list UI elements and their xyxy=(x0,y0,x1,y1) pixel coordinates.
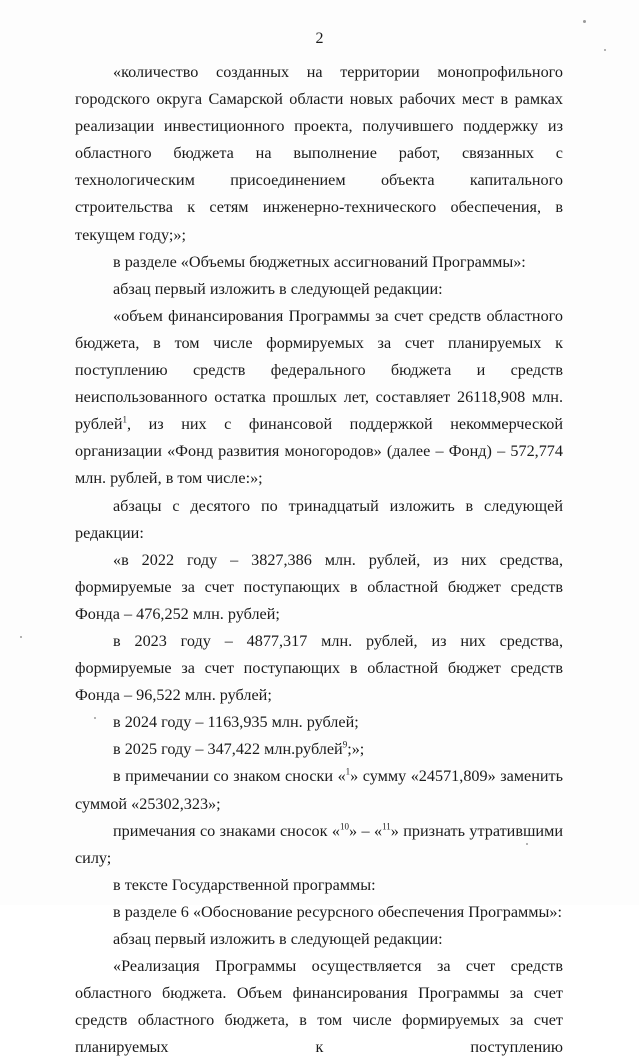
paragraph-year-2024: в 2024 году – 1163,935 млн. рублей; xyxy=(113,713,359,732)
paragraph-section-6: в разделе 6 «Обоснование ресурсного обеспечения Программы»: xyxy=(113,902,562,921)
paragraph-year-2022: «в 2022 году – 3827,386 млн. рублей, из них средства, формируемые за счет поступающих в областной бюджет средств Фонда – 476,252 млн. рублей; xyxy=(75,550,563,623)
footnotes-void-dash: » – « xyxy=(348,821,383,840)
footnote-mark: 1 xyxy=(345,767,351,778)
paragraph-year-2025 xyxy=(75,736,563,763)
paragraph-first-abzac-instruction-2: абзац первый изложить в следующей редакции: xyxy=(113,930,443,948)
scan-speck xyxy=(94,717,96,719)
scan-speck xyxy=(604,49,606,51)
scan-speck xyxy=(20,636,22,638)
document-body xyxy=(75,59,563,1061)
page-number: 2 xyxy=(315,30,324,47)
paragraph-section-budget: в разделе «Объемы бюджетных ассигнований Программы»: xyxy=(113,252,526,271)
paragraph-year-2023: в 2023 году – 4877,317 млн. рублей, из них средства, формируемые за счет поступающих в областной бюджет средств Фонда – 96,522 млн. рублей; xyxy=(75,631,563,705)
footnote-mark: 10 xyxy=(339,821,349,832)
paragraph-footnote-replace xyxy=(75,763,563,817)
footnote-mark: 1 xyxy=(122,414,128,425)
paragraph-abzacs-instruction: абзацы с десятого по тринадцатый изложить в следующей редакции: xyxy=(75,496,563,542)
footnote-replace-text-1: в примечании со знаком сноски « xyxy=(113,767,346,786)
financing-text-part-2: , из них с финансовой поддержкой некоммерческой организации «Фонд развития моногородов» (далее – Фонд) – 572,774 млн. рублей, в том числе:»; xyxy=(75,415,563,488)
paragraph-program-text: в тексте Государственной программы: xyxy=(113,875,376,894)
paragraph-first-abzac-instruction: абзац первый изложить в следующей редакции: xyxy=(113,279,443,298)
footnote-replace-text-2: » сумму «24571,809» заменить суммой «25302,323»; xyxy=(75,767,563,813)
year-2025-text: в 2025 году – 347,422 млн.рублей xyxy=(113,740,343,759)
paragraph-indicator-text: «количество созданных на территории монопрофильного городского округа Самарской области новых рабочих мест в рамках реализации инвестиционного проекта, получившего поддержку из областного бюджета на выполнение работ, связанных с технологическим присоединением объекта капитального строительства к сетям инженерно-технического обеспечения, в текущем году;»; xyxy=(75,63,563,244)
footnotes-void-text-2: » признать утратившими силу; xyxy=(75,821,563,867)
year-2025-tail: ;»; xyxy=(347,740,365,759)
footnote-mark: 9 xyxy=(342,739,348,750)
paragraph-footnotes-void xyxy=(75,818,563,872)
scan-speck xyxy=(526,843,528,845)
scan-speck xyxy=(583,20,586,23)
financing-text-part-1: «объем финансирования Программы за счет средств областного бюджета, в том числе формируемых за счет планируемых к поступлению средств федерального бюджета и средств неиспользованного остатка прошлых лет, составляет 26118,908 млн. рублей xyxy=(75,306,563,434)
paragraph-financing-volume xyxy=(75,303,563,493)
paragraph-program-implementation: «Реализация Программы осуществляется за счет средств областного бюджета. Объем финансирования Программы за счет средств областного бюджета, в том числе формируемых за счет планируемых к поступлению xyxy=(75,957,563,1057)
footnotes-void-text-1: примечания со знаками сносок « xyxy=(113,821,340,840)
footnote-mark: 11 xyxy=(382,821,391,832)
